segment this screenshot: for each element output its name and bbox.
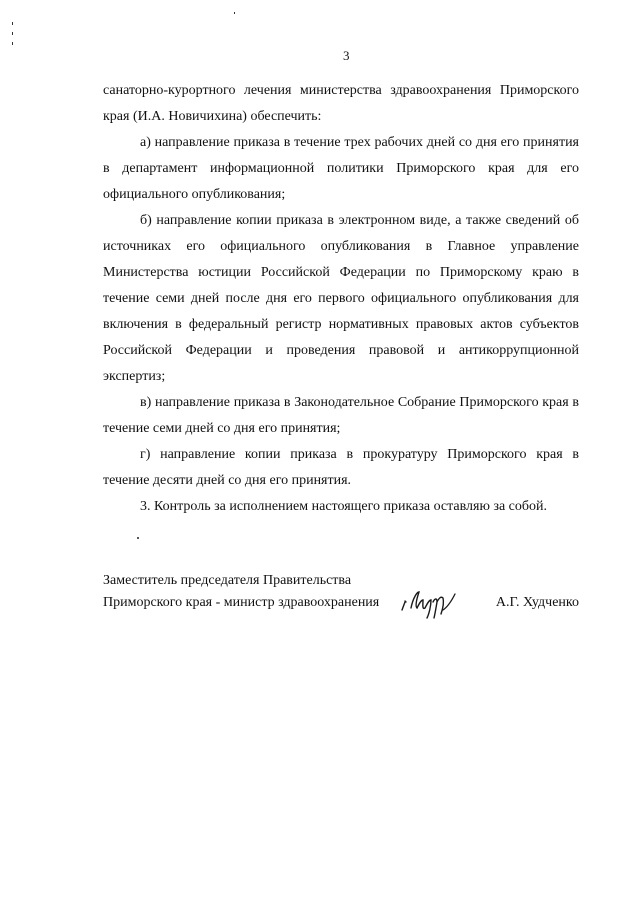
paragraph-item-v: в) направление приказа в Законодательное Собрание Приморского края в течение семи дней со дня его принятия; [103, 395, 579, 436]
margin-speck [12, 32, 13, 35]
paragraph-item-a: а) направление приказа в течение трех рабочих дней со дня его принятия в департамент информационной политики Приморского края для его официального опубликования; [103, 135, 579, 202]
paragraph-item-b: б) направление копии приказа в электронном виде, а также сведений об источниках его официального опубликования в Главное управление Министерства юстиции Российской Федерации по Приморскому краю в течение семи дней после дня его первого официального опубликования для включения в федеральный регистр нормативных правовых актов субъектов Российской Федерации и проведения правовой и антикоррупционной экспертиз; [103, 213, 579, 384]
signatory-position-line2: Приморского края - министр здравоохранения [103, 595, 380, 610]
handwritten-signature [399, 580, 463, 620]
paragraph-intro: санаторно-курортного лечения министерства здравоохранения Приморского края (И.А. Новичихина) обеспечить: [103, 83, 579, 124]
paragraph-item-g: г) направление копии приказа в прокуратуру Приморского края в течение десяти дней со дня его принятия. [103, 447, 579, 488]
margin-speck [12, 42, 13, 45]
signature-block [103, 570, 579, 614]
stray-dot [137, 537, 139, 539]
document-body [103, 78, 579, 520]
signatory-name: А.Г. Худченко [495, 595, 579, 610]
margin-speck [234, 12, 235, 14]
signatory-position-line1: Заместитель председателя Правительства [103, 573, 352, 588]
page-number: 3 [343, 48, 350, 63]
margin-speck [12, 22, 13, 25]
paragraph-item-3: 3. Контроль за исполнением настоящего приказа оставляю за собой. [140, 499, 548, 514]
